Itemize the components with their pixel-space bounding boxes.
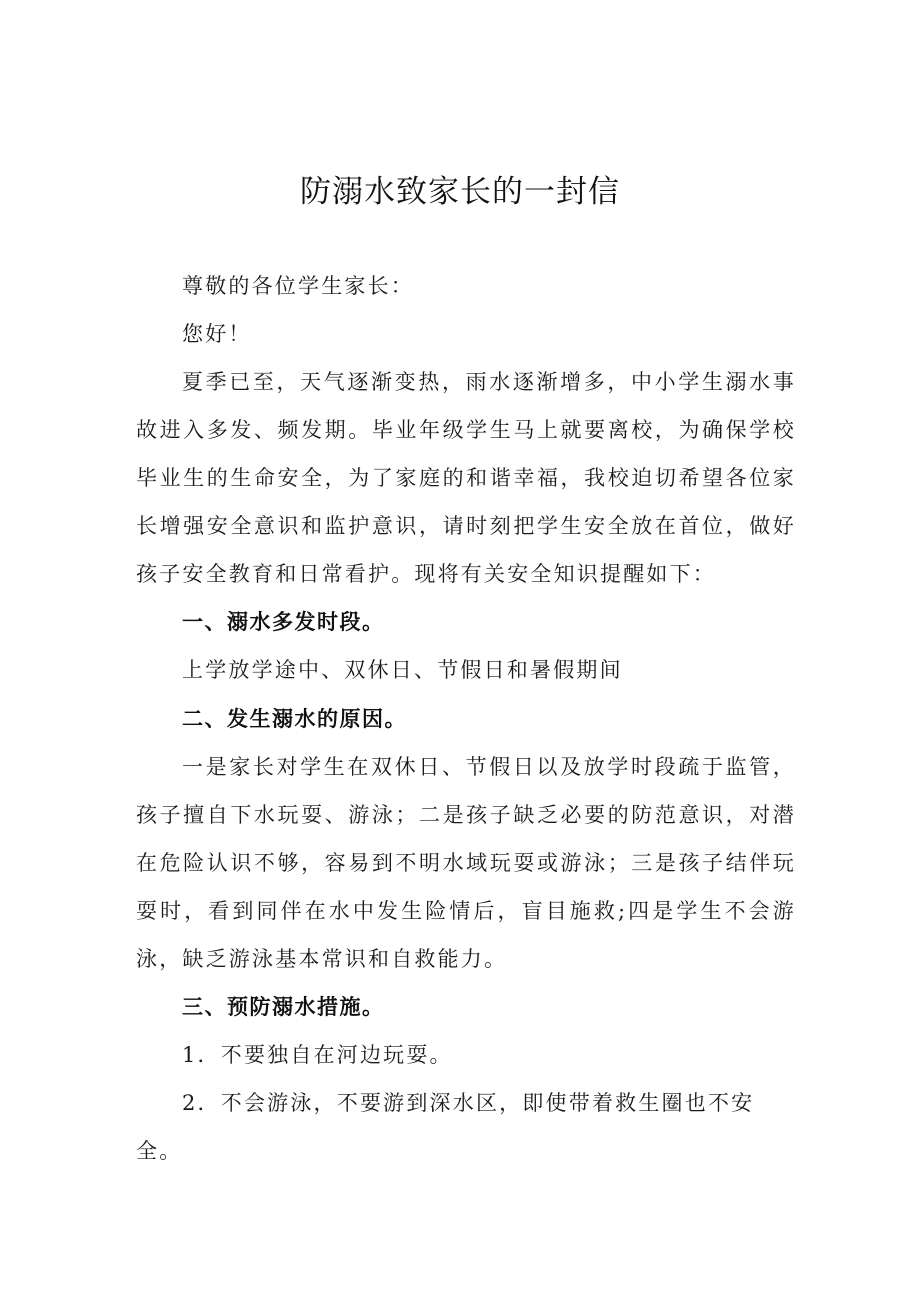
section-heading: 三、预防溺水措施。 [182,995,385,1019]
salutation: 尊敬的各位学生家长： [182,274,414,298]
document-title: 防溺水致家长的一封信 [300,174,620,210]
letter-opening [136,262,796,598]
section-heading: 二、发生溺水的原因。 [182,707,407,731]
section-heading: 一、溺水多发时段。 [182,610,385,634]
list-item: 1．不要独自在河边玩耍。 [182,1043,453,1067]
section-2 [136,695,796,983]
section-content: 上学放学途中、双休日、节假日和暑假期间 [182,658,623,682]
section-content: 一是家长对学生在双休日、节假日以及放学时段疏于监管，孩子擅自下水玩耍、游泳；二是孩子缺乏必要的防范意识，对潜在危险认识不够，容易到不明水域玩耍或游泳；三是孩子结伴玩耍时，看到同伴在水中发生险情后，盲目施救;四是学生不会游泳，缺乏游泳基本常识和自救能力。 [136,755,796,971]
greeting: 您好！ [182,322,252,346]
section-1 [136,598,796,694]
list-item: 2．不会游泳，不要游到深水区，即使带着救生圈也不安全。 [136,1091,755,1163]
intro-paragraph: 夏季已至，天气逐渐变热，雨水逐渐增多，中小学生溺水事故进入多发、频发期。毕业年级学生马上就要离校，为确保学校毕业生的生命安全，为了家庭的和谐幸福，我校迫切希望各位家长增强安全意识和监护意识，请时刻把学生安全放在首位，做好孩子安全教育和日常看护。现将有关安全知识提醒如下： [136,370,796,586]
section-3 [136,983,796,1175]
